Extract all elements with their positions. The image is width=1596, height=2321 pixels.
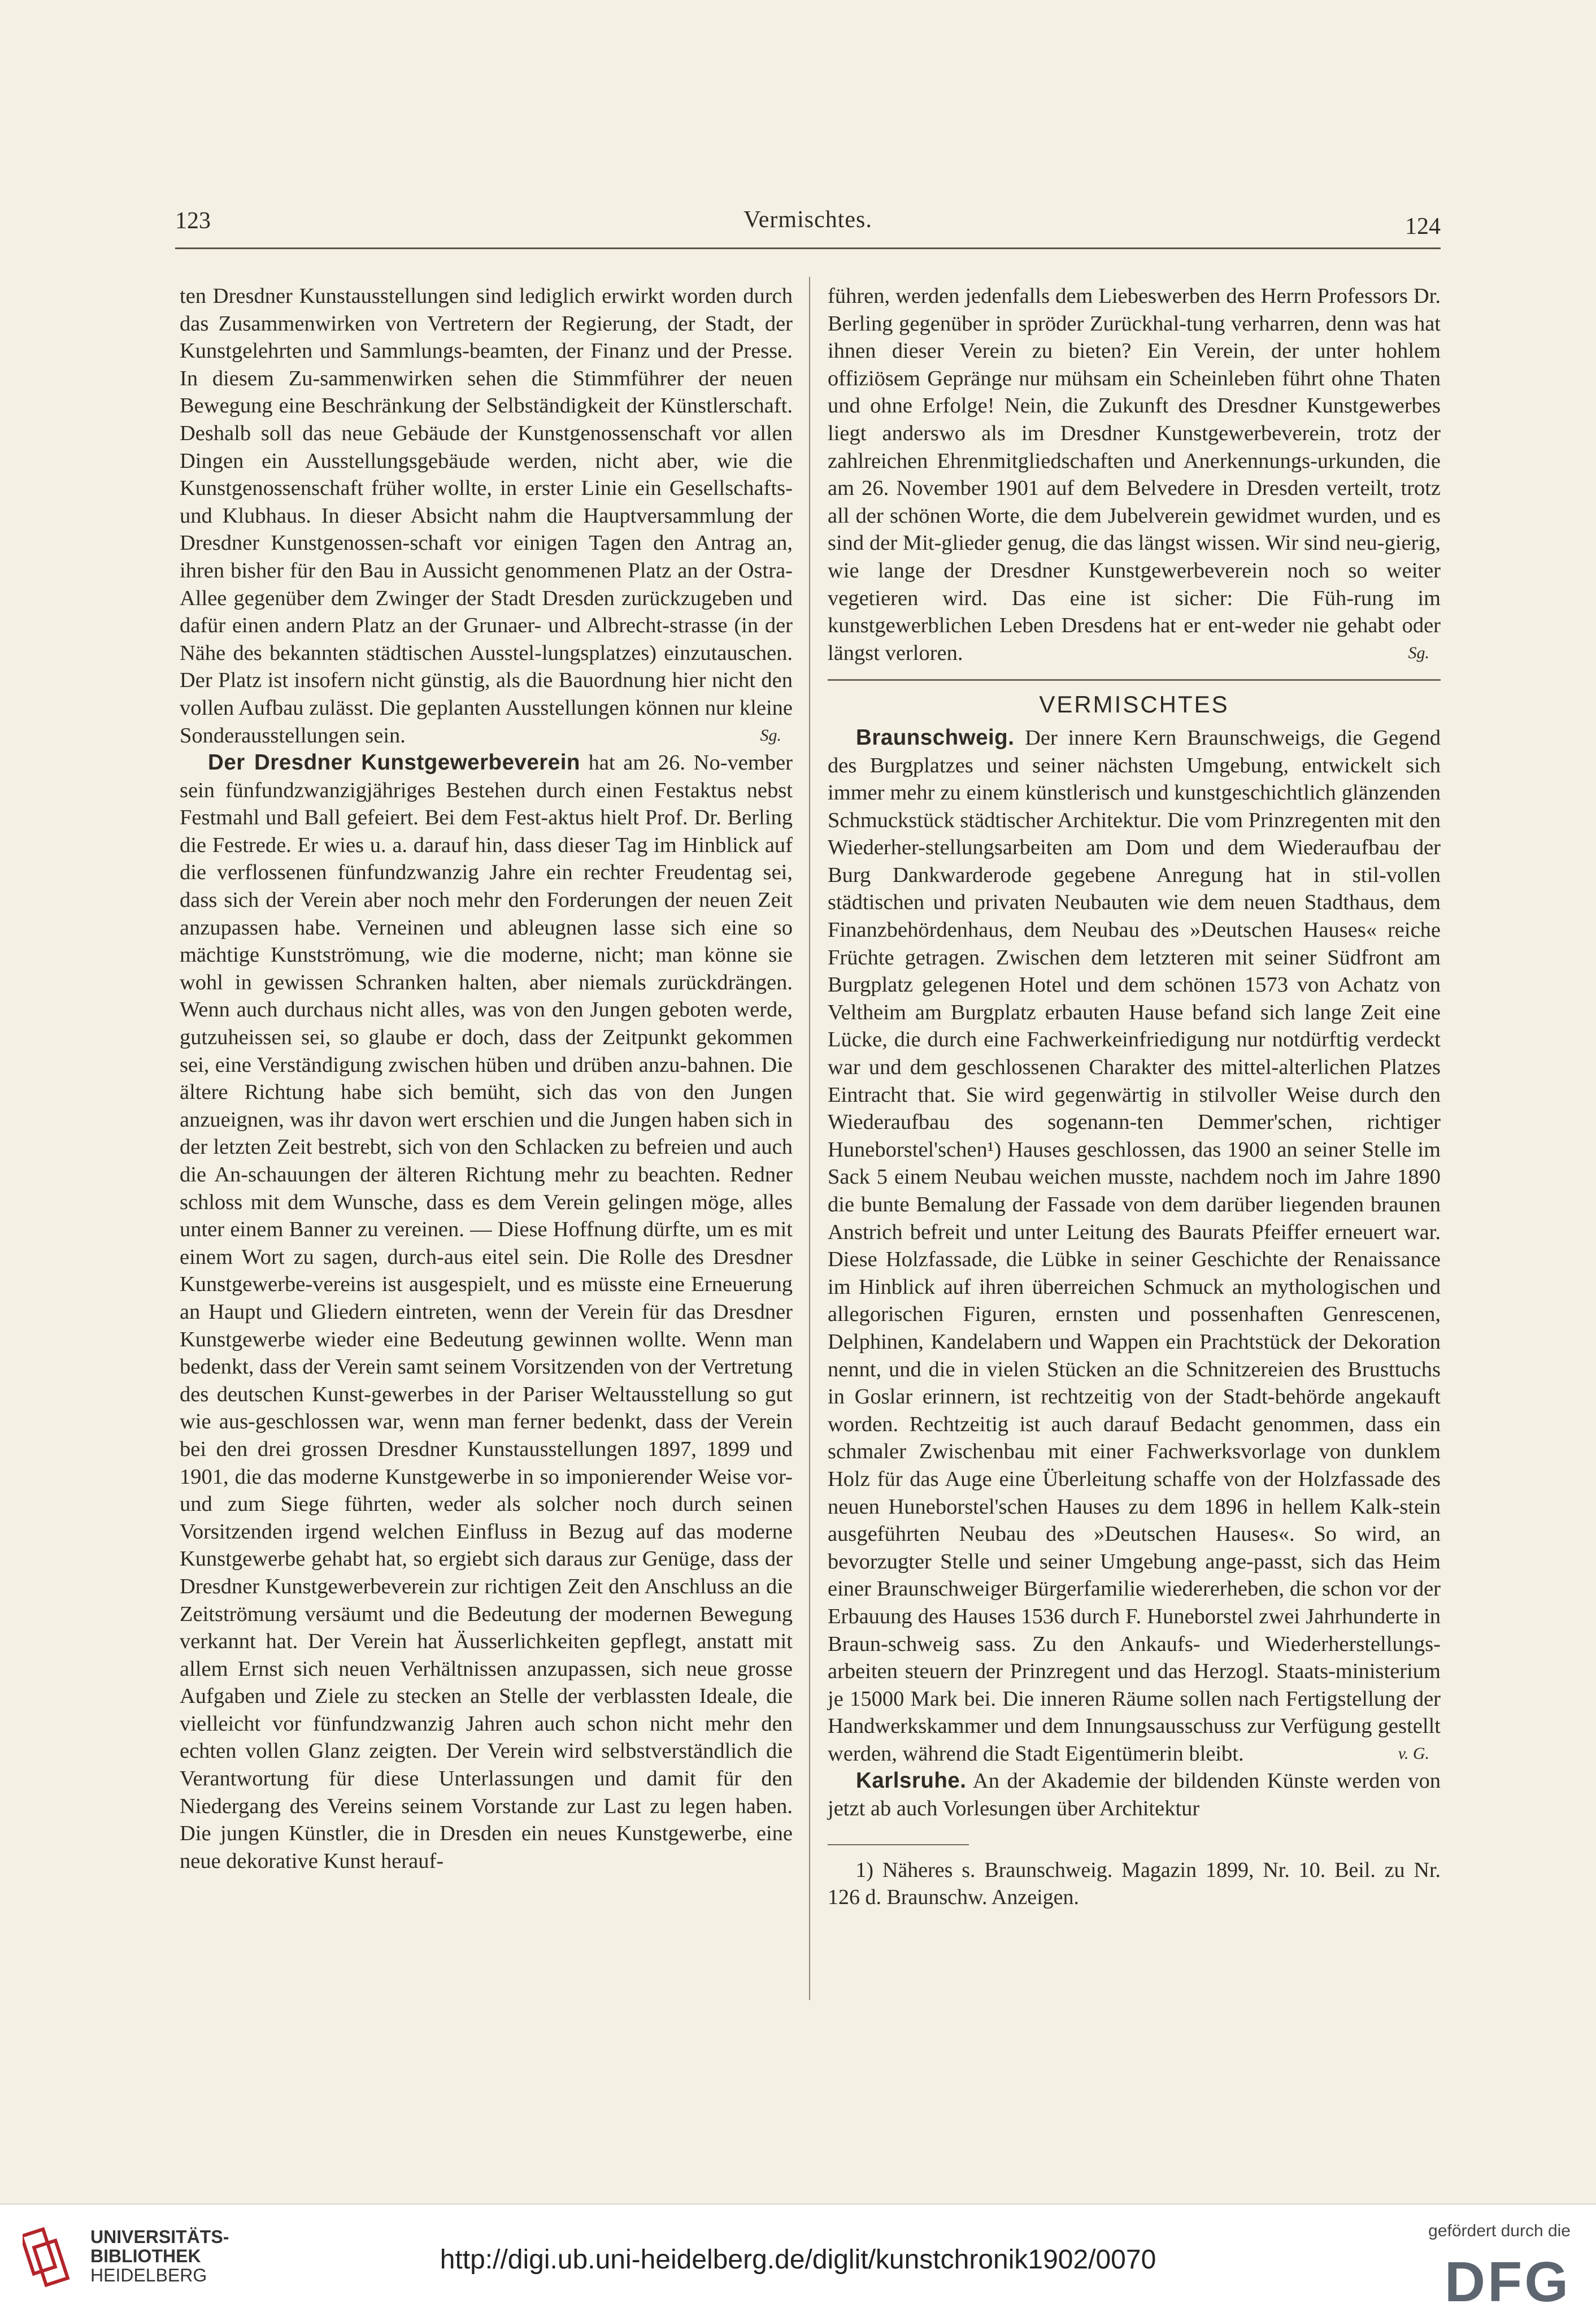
library-name-line: HEIDELBERG: [90, 2265, 207, 2285]
paragraph-kunstgenossenschaft: [180, 282, 793, 749]
paragraph-lead: Braunschweig.: [856, 725, 1015, 750]
library-name-line: UNIVERSITÄTS-: [90, 2227, 229, 2247]
library-name-line: BIBLIOTHEK: [90, 2246, 201, 2266]
header-rule: [175, 247, 1441, 249]
dfg-logo: DFG: [1444, 2250, 1571, 2314]
page-number-left: 123: [175, 208, 211, 234]
paragraph-text: hat am 26. No-vember sein fünfundzwanzigjähriges Bestehen durch einen Festaktus nebst Festmahl und Ball gefeiert. Bei dem Fest-aktus hielt Prof. Dr. Berling die Festrede. Er wies u. a. darauf hin, dass dieser Tag im Hinblick auf die verflossenen fünfundzwanzig Jahre ein rechter Freudentag sei, dass sich der Verein aber noch mehr den Forderungen der neuen Zeit anzupassen habe. Verneinen und ableugnen lasse sich eine so mächtige Kunstströmung, wie die moderne, nicht; man könne sie wohl in gewissen Schranken halten, aber niemals zurückdrängen. Wenn auch durchaus nicht alles, was von den Jungen geboten werde, gutzuheissen sei, so glaube er doch, dass der Zeitpunkt gekommen sei, eine Verständigung zwischen hüben und drüben anzu-bahnen. Die ältere Richtung habe sich bemüht, sich das von den Jungen anzueignen, was ihr davon wert erschien und die Jungen haben sich in der letzten Zeit bestrebt, sich von den Schlacken zu befreien und auch die An-schauungen der älteren Richtung mehr zu beachten. Redner schloss mit dem Wunsche, dass es dem Verein gelingen möge, alles unter einem Banner zu vereinen. — Diese Hoffnung dürfte, um es mit einem Wort zu sagen, durch-aus eitel sein. Die Rolle des Dresdner Kunstgewerbe-vereins ist ausgespielt, und es müsste eine Erneuerung an Haupt und Gliedern eintreten, wenn der Verein für das Dresdner Kunstgewerbe wieder eine Bedeutung gewinnen wollte. Wenn man bedenkt, dass der Verein samt seinem Vorsitzenden von der Vertretung des deutschen Kunst-gewerbes in der Pariser Weltausstellung so gut wie aus-geschlossen war, wenn man ferner bedenkt, dass der Verein bei den drei grossen Dresdner Kunstausstellungen 1897, 1899 und 1901, die das moderne Kunstgewerbe in so imponierender Weise vor- und zum Siege führten, weder als solcher noch durch seinen Vorsitzenden irgend welchen Einfluss in Bezug auf das moderne Kunstgewerbe gehabt hat, so ergiebt sich daraus zur Genüge, dass der Dresdner Kunstgewerbeverein zur richtigen Zeit den Anschluss an die Zeitströmung versäumt und die Bedeutung der modernen Bewegung verkannt hat. Der Verein hat Äusserlichkeiten gepflegt, anstatt mit allem Ernst sich neuen Verhältnissen anzupassen, sich neue grosse Aufgaben und Ziele zu stecken an Stelle der verblassten Ideale, die vielleicht vor fünfundzwanzig Jahren auch schon nicht mehr den echten vollen Glanz zeigten. Der Verein wird selbstverständlich die Verantwortung für diese Unterlassungen und damit für den Niedergang des Vereins seinem Vorstande zur Last zu legen haben. Die jungen Künstler, die in Dresden ein neues Kunstgewerbe, eine neue dekorative Kunst herauf-: [180, 751, 793, 1873]
paragraph-text: führen, werden jedenfalls dem Liebeswerben des Herrn Professors Dr. Berling gegenüber in spröder Zurückhal-tung verharren, denn was hat ihnen dieser Verein zu bieten? Ein Verein, der unter hohlem offiziösem Gepränge nur mühsam ein Scheinleben führt ohne Thaten und ohne Erfolge! Nein, die Zukunft des Dresdner Kunstgewerbes liegt anderswo als im Dresdner Kunstgewerbeverein, trotz der zahlreichen Ehrenmitgliedschaften und Anerkennungs-urkunden, die am 26. November 1901 auf dem Belvedere in Dresden verteilt, trotz all der schönen Worte, die dem Jubelverein gewidmet wurden, und es sind der Mit-glieder genug, die das längst wissen. Wir sind neu-gierig, wie lange der Dresdner Kunstgewerbeverein noch so weiter vegetieren wird. Das eine ist sicher: Die Füh-rung im kunstgewerblichen Leben Dresdens hat er ent-weder nie gehabt oder längst verloren.: [828, 284, 1441, 665]
left-column: [180, 282, 793, 1875]
footnote-rule: [828, 1844, 969, 1845]
source-url-link[interactable]: http://digi.ub.uni-heidelberg.de/diglit/kunstchronik1902/0070: [440, 2245, 1156, 2275]
paragraph-kunstgewerbeverein: [180, 749, 793, 1875]
paragraph-text: ten Dresdner Kunstausstellungen sind lediglich erwirkt worden durch das Zusammenwirken von Vertretern der Regierung, der Stadt, der Kunstgelehrten und Sammlungs-beamten, der Finanz und der Presse. In diesem Zu-sammenwirken sehen die Stimmführer der neuen Bewegung eine Beschränkung der Selbständigkeit der Künstlerschaft. Deshalb soll das neue Gebäude der Kunstgenossenschaft vor allen Dingen ein Ausstellungsgebäude werden, nicht aber, wie die Kunstgenossenschaft früher wollte, in erster Linie ein Gesellschafts- und Klubhaus. In dieser Absicht nahm die Hauptversammlung der Dresdner Kunstgenossen-schaft vor einigen Tagen den Antrag an, ihren bisher für den Bau in Aussicht genommenen Platz an der Ostra-Allee gegenüber dem Zwinger der Stadt Dresden zurückzugeben und dafür einen andern Platz an der Grunaer- und Albrecht-strasse (in der Nähe des bekannten städtischen Ausstel-lungsplatzes) einzutauschen. Der Platz ist insofern nicht günstig, als die Bauordnung hier nicht den vollen Aufbau zulässt. Die geplanten Ausstellungen können nur kleine Sonderausstellungen sein.: [180, 284, 793, 747]
section-rule: [828, 679, 1441, 681]
section-title: VERMISCHTES: [1039, 691, 1229, 718]
author-mark: Sg.: [760, 725, 781, 745]
column-divider: [809, 277, 810, 2000]
running-title: Vermischtes.: [743, 207, 872, 233]
author-mark: v. G.: [1398, 1744, 1429, 1763]
paragraph-karlsruhe: [828, 1767, 1441, 1822]
footnote: 1) Näheres s. Braunschweig. Magazin 1899, Nr. 10. Beil. zu Nr. 126 d. Braunschw. Anzeigen.: [828, 1858, 1441, 1909]
paragraph-lead: Der Dresdner Kunstgewerbeverein: [208, 750, 580, 775]
paragraph-continuation: [828, 282, 1441, 667]
paragraph-text: Der innere Kern Braunschweigs, die Gegend des Burgplatzes und seiner nächsten Umgebung, entwickelt sich immer mehr zu einem künstlerisch und kunstgeschichtlich glänzenden Schmuckstück städtischer Architektur. Die vom Prinzregenten mit den Wiederher-stellungsarbeiten am Dom und dem Wiederaufbau der Burg Dankwarderode gegebene Anregung hat in stil-vollen städtischen und privaten Neubauten wie dem neuen Stadthaus, dem Finanzbehördenhaus, dem Neubau des »Deutschen Hauses« reiche Früchte getragen. Zwischen dem letzteren mit seiner Südfront am Burgplatz gelegenen Hotel und dem schönen 1573 von Achatz von Veltheim am Burgplatz erbauten Hause befand sich lange Zeit eine Lücke, die durch eine Fachwerkeinfriedigung nur notdürftig verdeckt war und dem geschlossenen Charakter des mittel-alterlichen Platzes Eintracht that. Sie wird gegenwärtig in stilvoller Weise durch den Wiederaufbau des sogenann-ten Demmer'schen, richtiger Huneborstel'schen¹) Hauses geschlossen, das 1900 an seiner Stelle im Sack 5 einem Neubau weichen musste, nachdem noch im Jahre 1890 die bunte Bemalung der Fassade von dem darüber liegenden braunen Anstrich befreit und unter Leitung des Baurats Pfeiffer erneuert war. Diese Holzfassade, die Lübke in seiner Geschichte der Renaissance im Hinblick auf ihren überreichen Schmuck an mythologischen und allegorischen Figuren, ernsten und possenhaften Genrescenen, Delphinen, Kandelabern und Wappen ein Prachtstück der Dekoration nennt, und die in vielen Stücken an die Schnitzereien des Brusttuchs in Goslar erinnern, ist rechtzeitig von der Stadt-behörde angekauft worden. Rechtzeitig ist auch darauf Bedacht genommen, dass ein schmaler Zwischenbau mit einer Fachwerksvorlage von dunklem Holz für das Auge eine Überleitung schaffe von der Holzfassade des neuen Huneborstel'schen Hauses zu dem 1896 in hellem Kalk-stein ausgeführten Neubau des »Deutschen Hauses«. So wird, an bevorzugter Stelle und seiner Umgebung ange-passt, sich das Heim einer Braunschweiger Bürgerfamilie wiedererheben, die schon vor der Erbauung des Hauses 1536 durch F. Huneborstel zwei Jahrhunderte in Braun-schweig sass. Zu den Ankaufs- und Wiederherstellungs-arbeiten steuern der Prinzregent und das Herzogl. Staats-ministerium je 15000 Mark bei. Die inneren Räume sollen nach Fertigstellung der Handwerkskammer und dem Innungsausschuss zur Verfügung gestellt werden, während die Stadt Eigentümerin bleibt.: [828, 725, 1441, 1766]
paragraph-braunschweig: [828, 724, 1441, 1768]
paragraph-text: An der Akademie der bildenden Künste werden von jetzt ab auch Vorlesungen über Architektur: [828, 1769, 1441, 1821]
digitization-footer: [0, 2203, 1596, 2321]
page-header: [175, 201, 1441, 246]
paragraph-lead: Karlsruhe.: [856, 1768, 967, 1793]
author-mark: Sg.: [1408, 643, 1429, 662]
funding-label: gefördert durch die: [1428, 2222, 1571, 2240]
right-column: [828, 282, 1441, 1911]
page-number-right: 124: [1405, 214, 1441, 240]
